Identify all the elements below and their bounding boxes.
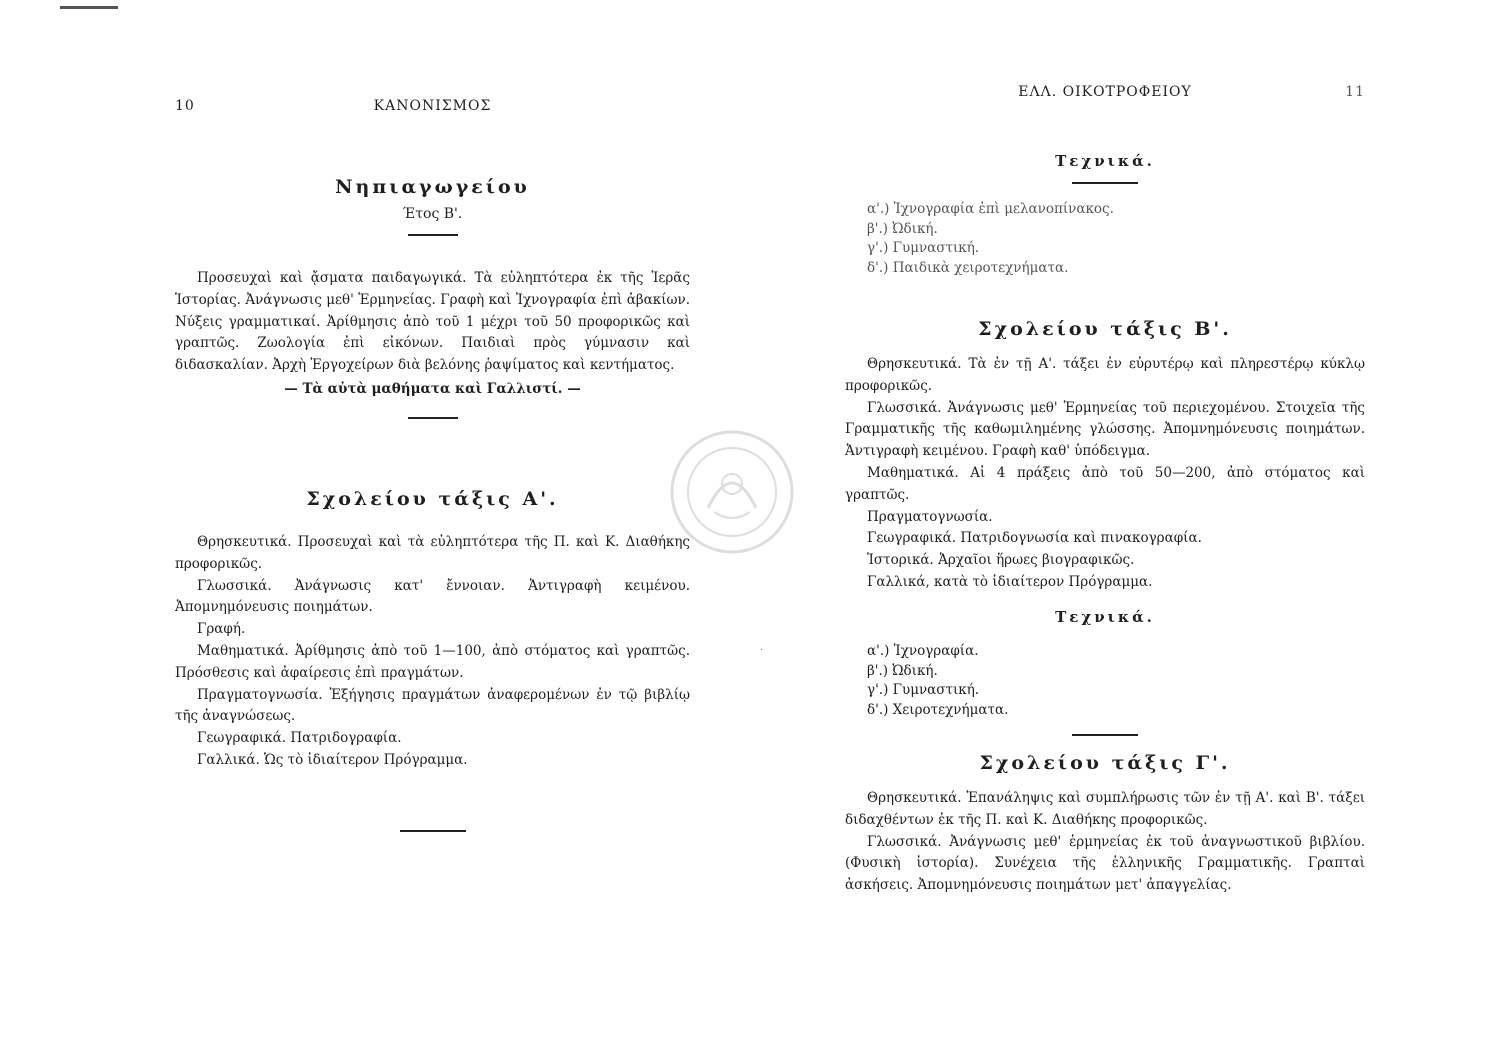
library-seal-watermark — [668, 428, 796, 556]
class-a-paragraph: Πραγματογνωσία. Ἐξήγησις πραγμάτων ἀναφερομένων ἐν τῷ βιβλίῳ τῆς ἀναγνώσεως. — [175, 686, 690, 725]
class-a-paragraph: Γραφή. — [197, 621, 246, 638]
kindergarten-body — [175, 268, 690, 419]
class-b-paragraph: Μαθηματικά. Αἱ 4 πράξεις ἀπὸ τοῦ 50—200, ἀπὸ στόματος καὶ γραπτῶς. — [845, 464, 1365, 503]
left-page — [175, 0, 690, 1058]
kindergarten-section — [175, 176, 690, 236]
running-title-right: ΕΛΛ. ΟΙΚΟΤΡΟΦΕΙΟΥ — [1018, 84, 1192, 100]
divider-rule — [1072, 182, 1138, 184]
class-c-paragraph: Γλωσσικά. Ἀνάγνωσις μεθ' ἑρμηνείας ἐκ τοῦ ἀναγνωστικοῦ βιβλίου. (Φυσικὴ ἱστορία). Συνέχεια τῆς ἑλληνικῆς Γραμματικῆς. Γραπταὶ ἀσκήσεις. Ἀπομνημόνευσις ποιημάτων μετ' ἀπαγγελίας. — [845, 833, 1365, 894]
end-rule-left — [175, 818, 690, 832]
class-b-section — [845, 318, 1365, 340]
divider-rule — [1072, 734, 1138, 736]
list-item: γ'.) Γυμναστική. — [867, 240, 980, 257]
technika-2-section — [845, 608, 1365, 626]
divider-rule — [408, 417, 458, 419]
running-title-left: ΚΑΝΟΝΙΣΜΟΣ — [373, 98, 492, 114]
class-b-paragraph: Θρησκευτικά. Τὰ ἐν τῇ Α'. τάξει ἐν εὐρυτέρῳ καὶ πληρεστέρῳ κύκλῳ προφορικῶς. — [845, 356, 1365, 394]
kindergarten-paragraph: Προσευχαὶ καὶ ᾄσματα παιδαγωγικά. Τὰ εὐληπτότερα ἐκ τῆς Ἱερᾶς Ἱστορίας. Ἀνάγνωσις μεθ' Ἑρμηνείας. Γραφὴ καὶ Ἰχνογραφία ἐπὶ ἀβακίων. Νύξεις γραμματικαί. Ἀρίθμησις ἀπὸ τοῦ 1 μέχρι τοῦ 50 προφορικῶς καὶ γραπτῶς. Ζωολογία ἐπὶ εἰκόνων. Παιδιαὶ πρὸς γύμνασιν καὶ διδασκαλίαν. Ἀρχὴ Ἐργοχείρων διὰ βελόνης ῥαψίματος καὶ κεντήματος. — [175, 270, 690, 374]
right-running-head — [845, 84, 1365, 106]
technika-1-section — [845, 152, 1365, 184]
page-number-left: 10 — [175, 98, 195, 114]
list-item: δ'.) Χειροτεχνήματα. — [867, 701, 1009, 718]
class-a-paragraph: Θρησκευτικά. Προσευχαὶ καὶ τὰ εὐληπτότερα τῆς Π. καὶ Κ. Διαθήκης προφορικῶς. — [175, 534, 690, 572]
list-item: γ'.) Γυμναστική. — [867, 682, 980, 699]
class-b-paragraph: Γλωσσικά. Ἀνάγνωσις μεθ' Ἑρμηνείας τοῦ περιεχομένου. Στοιχεῖα τῆς Γραμματικῆς τῆς καθωμιλημένης γλώσσης. Ἀπομνημόνευσις ποιημάτων. Ἀντιγραφὴ κειμένου. Γραφὴ καθ' ὑπόδειγμα. — [845, 399, 1365, 460]
class-c-body — [845, 788, 1365, 897]
class-b-body — [845, 354, 1365, 594]
kindergarten-heading: Νηπιαγωγείου — [335, 176, 530, 198]
list-item: β'.) Ὠδική. — [867, 220, 938, 237]
class-a-paragraph: Μαθηματικά. Ἀρίθμησις ἀπὸ τοῦ 1—100, ἀπὸ στόματος καὶ γραπτῶς. Πρόσθεσις καὶ ἀφαίρεσις ἐπὶ πραγμάτων. — [175, 642, 690, 681]
technika-1-heading: Τεχνικά. — [1055, 152, 1155, 170]
scan-speck: · — [760, 645, 764, 656]
class-a-paragraph: Γεωγραφικά. Πατριδογραφία. — [197, 730, 402, 747]
list-item: α'.) Ἰχνογραφία ἐπὶ μελανοπίνακος. — [867, 201, 1114, 217]
page-number-right: 11 — [1345, 84, 1365, 100]
technika-1-list — [845, 200, 1365, 278]
divider-rule — [400, 830, 466, 832]
class-c-paragraph: Θρησκευτικά. Ἐπανάληψις καὶ συμπλήρωσις τῶν ἐν τῇ Α'. καὶ Β'. τάξει διδαχθέντων ἐκ τῆς Π. καὶ Κ. Διαθήκης προφορικῶς. — [845, 790, 1365, 828]
scan-corner-mark — [60, 6, 118, 9]
class-a-paragraph: Γλωσσικά. Ἀνάγνωσις κατ' ἔννοιαν. Ἀντιγραφὴ κειμένου. Ἀπομνημόνευσις ποιημάτων. — [175, 577, 690, 616]
technika-2-list — [845, 642, 1365, 736]
class-b-paragraph: Πραγματογνωσία. — [867, 508, 993, 525]
list-item: β'.) Ὠδική. — [867, 662, 938, 679]
left-running-head — [175, 98, 690, 120]
technika-2-heading: Τεχνικά. — [1055, 608, 1155, 626]
divider-rule — [408, 234, 458, 236]
class-b-paragraph: Γεωγραφικά. Πατριδογνωσία καὶ πινακογραφία. — [867, 530, 1202, 547]
class-b-paragraph: Γαλλικά, κατὰ τὸ ἰδιαίτερον Πρόγραμμα. — [867, 573, 1153, 590]
class-c-section — [845, 752, 1365, 774]
list-item: α'.) Ἰχνογραφία. — [867, 643, 979, 659]
class-b-paragraph: Ἱστορικά. Ἀρχαῖοι ἥρωες βιογραφικῶς. — [867, 552, 1135, 569]
right-page — [845, 0, 1365, 1058]
class-a-paragraph: Γαλλικά. Ὡς τὸ ἰδιαίτερον Πρόγραμμα. — [197, 751, 468, 768]
list-item: δ'.) Παιδικὰ χειροτεχνήματα. — [867, 259, 1069, 276]
class-a-section — [175, 488, 690, 510]
french-note: — Τὰ αὐτὰ μαθήματα καὶ Γαλλιστί. — — [284, 380, 581, 397]
class-b-heading: Σχολείου τάξις Β'. — [978, 318, 1232, 340]
kindergarten-subheading: Έτος Β'. — [402, 206, 463, 222]
class-a-heading: Σχολείου τάξις Α'. — [306, 488, 559, 510]
class-a-body — [175, 532, 690, 772]
class-c-heading: Σχολείου τάξις Γ'. — [979, 752, 1231, 774]
